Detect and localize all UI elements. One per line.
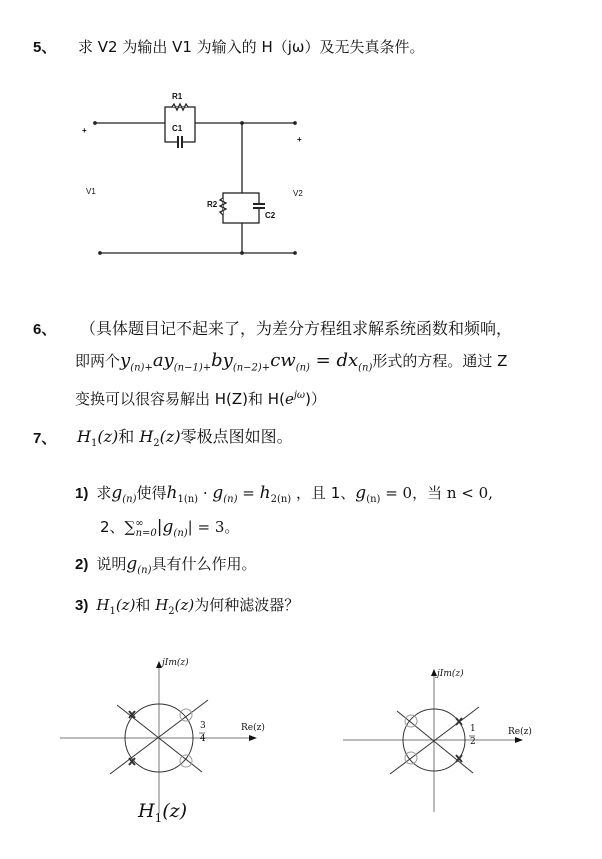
circuit-diagram [94, 104, 296, 254]
question-5-number: 5、 [33, 39, 57, 56]
question-6-number: 6、 [33, 321, 57, 338]
question-7-title: $H_1(z)$和 $H_2(z)$零极点图如图。 [77, 427, 293, 450]
question-6-line1: （具体题目记不起来了，为差分方程组求解系统函数和频响， [80, 319, 513, 338]
question-6-line2 [75, 350, 507, 374]
label-r1: R1 [172, 92, 183, 101]
pole-zero-plot-h1 [60, 661, 257, 813]
pole-zero-plot-h2 [343, 669, 523, 812]
resistor-r2-icon [220, 198, 226, 215]
question-5-text: 求 V2 为输出 V1 为输入的 H（jω）及无失真条件。 [78, 38, 425, 56]
plus-sign-right: + [297, 135, 302, 144]
sub-question-1: 1) 求$g_{(n)}$使得$h_{1(n)} \cdot g_{(n)} = h_{2(n)}$ ，且 1、$g_{(n)} = 0$，当 n < 0, [75, 483, 493, 505]
zero-marker [405, 715, 417, 727]
resistor-r1-icon [172, 104, 188, 110]
plot2-frac-num: 1 [470, 724, 476, 734]
zero-marker [180, 755, 192, 767]
label-c2: C2 [265, 211, 276, 220]
plot1-re-label: Re(z) [241, 723, 265, 733]
plot1-frac-den: 4 [200, 734, 206, 744]
plot1-frac-num: 3 [200, 721, 206, 731]
capacitor-c1-icon [177, 136, 183, 148]
text: 即两个 [75, 352, 121, 370]
real-axis-arrow-icon [515, 737, 523, 743]
label-r2: R2 [207, 200, 218, 209]
plot2-frac-den: 2 [470, 737, 476, 747]
plot1-caption: $H_1(z)$ [138, 800, 188, 825]
sub-question-3: 3) $H_1(z)$和 $H_2(z)$为何种滤波器？ [75, 596, 300, 617]
equation: $y_{(n)+}ay_{(n-1)+}by_{(n-2)+}cw_{(n)} = dx_{(n)}$ [120, 350, 373, 374]
plot2-im-label: jIm(z) [437, 669, 464, 679]
capacitor-c2-icon [253, 203, 265, 209]
label-v1: V1 [86, 187, 96, 196]
pole-marker [456, 718, 462, 725]
label-c1: C1 [172, 124, 183, 133]
real-axis-arrow-icon [249, 735, 257, 741]
text: 形式的方程。通过 Z [372, 352, 508, 370]
question-6-line3: 变换可以很容易解出 H(Z)和 $H(e^{j\omega})$） [75, 390, 326, 408]
zero-marker [180, 709, 192, 721]
sub-question-2: 2) 说明$g_{(n)}$具有什么作用。 [75, 554, 257, 576]
plus-sign-left: + [82, 126, 87, 135]
label-v2: V2 [293, 189, 303, 198]
plot2-re-label: Re(z) [508, 727, 532, 737]
question-7-number: 7、 [33, 430, 57, 447]
plot1-im-label: jIm(z) [162, 658, 189, 668]
sub-question-1-line2: 2、$\sum^\infty_{n=0}|g_{(n)}| = 3$。 [100, 517, 240, 539]
